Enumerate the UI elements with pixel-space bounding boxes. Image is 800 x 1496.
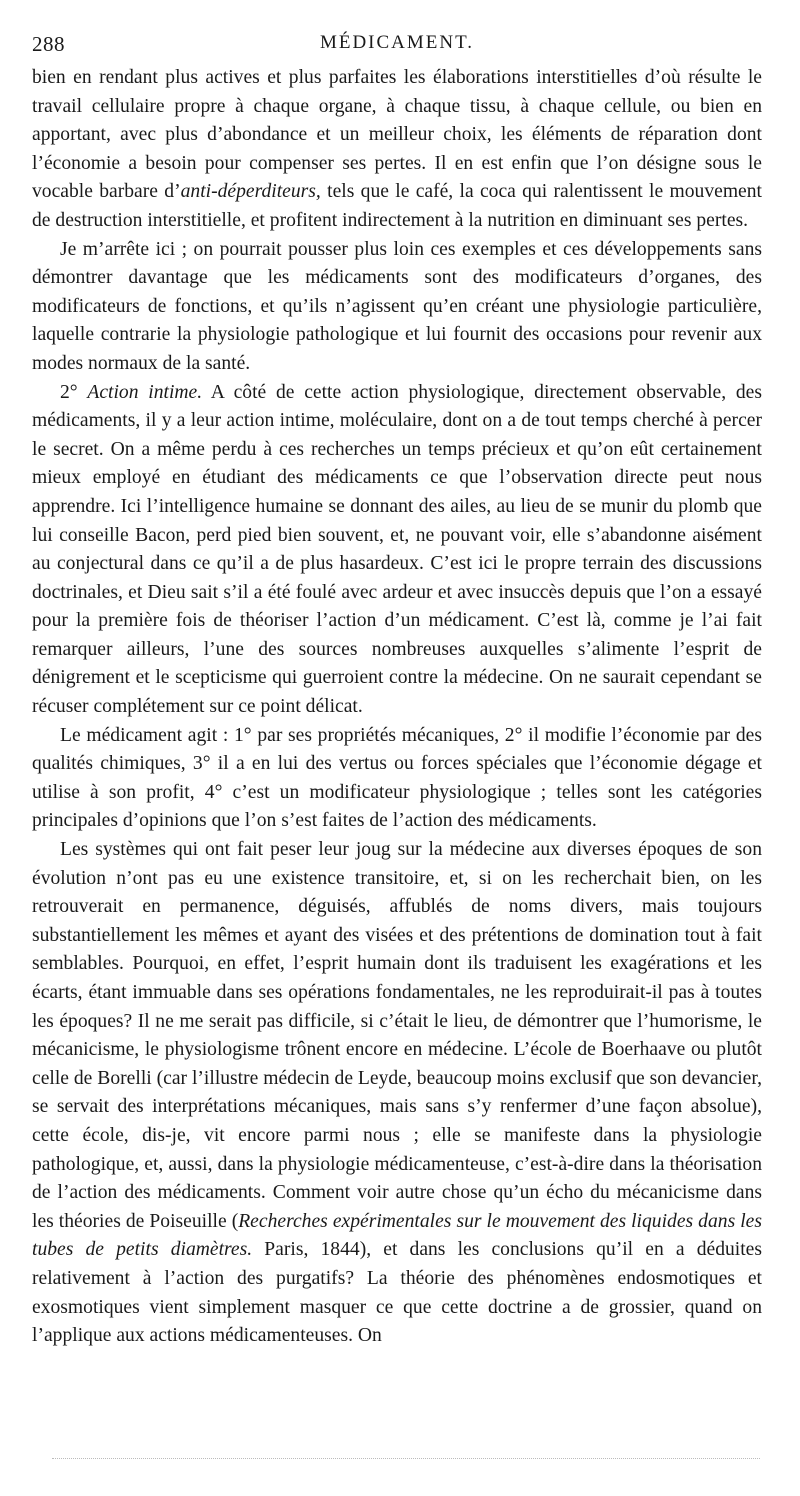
text-segment: Le médicament agit : 1° par ses propriétés mécaniques, 2° il modifie l’économie par des qualités chimiques, 3° il a en lui des vertus ou forces spéciales que l’économie dégage et utilise à son profit, 4° c’est un modificateur physiologique ; telles sont les catégories principales d’opinions que l’on s’est faites de l’action des médicaments.: [32, 724, 762, 832]
text-segment: 2°: [60, 381, 88, 403]
paragraph: [32, 236, 762, 379]
text-segment: Paris, 1844), et dans les conclusions qu’il en a déduites relativement à l’action des purgatifs? La théorie des phénomènes endosmotiques et exosmotiques vient simplement masquer ce que cette doctrine a de grossier, quand on l’applique aux actions médicamenteuses. On: [32, 1239, 762, 1347]
text-segment: Les systèmes qui ont fait peser leur joug sur la médecine aux diverses époques de son évolution n’ont pas eu une existence transitoire, et, si on les recherchait bien, on les retrouverait en permanence, déguisés, affublés de noms divers, mais toujours substantiellement les mêmes et ayant des visées et des prétentions de domination tout à fait semblables. Pourquoi, en effet, l’esprit humain dont ils traduisent les exagérations et les écarts, étant immuable dans ses opérations fondamentales, ne les reproduirait-il pas à toutes les époques? Il ne me serait pas difficile, si c’était le lieu, de démontrer que l’humorisme, le mécanicisme, le physiologisme trônent encore en médecine. L’école de Boerhaave ou plutôt celle de Borelli (car l’illustre médecin de Leyde, beaucoup moins exclusif que son devancier, se servait des interprétations mécaniques, mais sans s’y renfermer d’une façon absolue), cette école, dis-je, vit encore parmi nous ; elle se manifeste dans la physiologie pathologique, et, aussi, dans la physiologie médicamenteuse, c’est-à-dire dans la théorisation de l’action des médicaments. Comment voir autre chose qu’un écho du mécanicisme dans les théories de Poiseuille (: [32, 839, 762, 1232]
paragraph: [32, 64, 762, 236]
text-segment: tels que le café, la coca qui ralentissent le mouvement de destruction interstitielle, et profitent indirectement à la nutrition en diminuant ses pertes.: [32, 181, 762, 231]
paragraph: [32, 379, 762, 722]
paragraph: [32, 836, 762, 1351]
running-title: MÉDICAMENT.: [319, 32, 475, 53]
italic-text: Recherches expérimentales sur le mouvement des liquides dans les tubes de petits diamètres.: [32, 1210, 762, 1261]
body-text: [32, 64, 762, 1351]
text-segment: bien en rendant plus actives et plus parfaites les élaborations interstitielles d’où résulte le travail cellulaire propre à chaque organe, à chaque tissu, à chaque cellule, ou bien en apportant, avec plus d’abondance et un meilleur choix, les éléments de réparation dont l’économie a besoin pour compenser ses pertes. Il en est enfin que l’on désigne sous le vocable barbare d’: [32, 67, 762, 203]
page-number: 288: [32, 32, 65, 56]
paragraph: [32, 722, 762, 836]
italic-text: Action intime.: [87, 381, 203, 403]
page-header: [32, 28, 762, 56]
footer-rule: [52, 1458, 760, 1459]
text-segment: A côté de cette action physiologique, directement observable, des médicaments, il y a leur action intime, moléculaire, dont on a de tout temps cherché à percer le secret. On a même perdu à ces recherches un temps précieux et qu’on eût certainement mieux employé en étudiant des médicaments ce que l’observation directe peut nous apprendre. Ici l’intelligence humaine se donnant des ailes, au lieu de se munir du plomb que lui conseille Bacon, perd pied bien souvent, et, ne pouvant voir, elle s’abandonne aisément au conjectural dans ce qu’il a de plus hasardeux. C’est ici le propre terrain des discussions doctrinales, et Dieu sait s’il a été foulé avec ardeur et avec insuccès depuis que l’on a essayé pour la première fois de théoriser l’action d’un médicament. C’est là, comme je l’ai fait remarquer ailleurs, l’une des sources nombreuses auxquelles s’alimente l’esprit de dénigrement et le scepticisme qui guerroient contre la médecine. On ne saurait cependant se récuser complétement sur ce point délicat.: [32, 381, 763, 718]
text-segment: Je m’arrête ici ; on pourrait pousser plus loin ces exemples et ces développements sans démontrer davantage que les médicaments sont des modificateurs d’organes, des modificateurs de fonctions, et qu’ils n’agissent qu’en créant une physiologie particulière, laquelle contrarie la physiologie pathologique et lui fournit des occasions pour revenir aux modes normaux de la santé.: [32, 238, 762, 374]
italic-text: anti-déperditeurs,: [180, 181, 321, 203]
